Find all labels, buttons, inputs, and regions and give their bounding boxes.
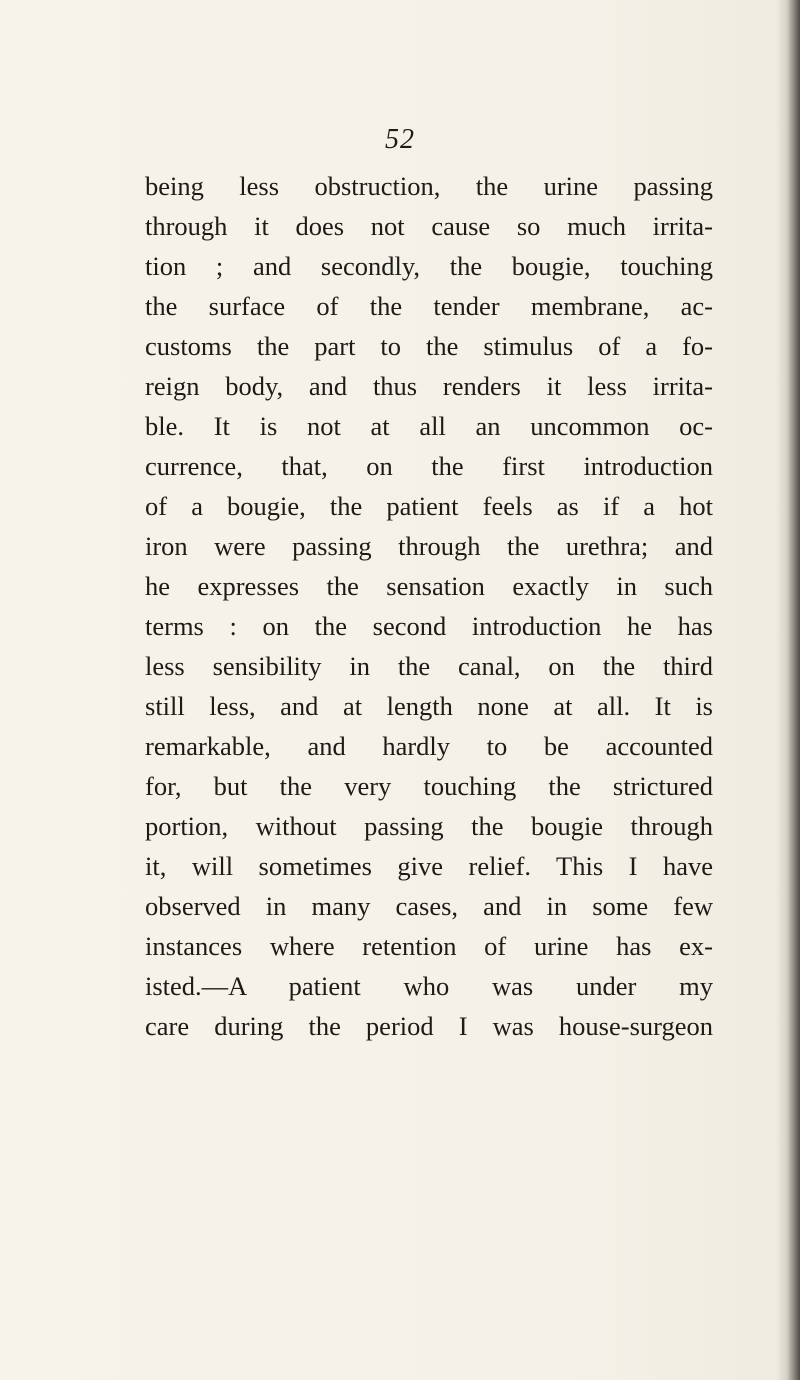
text-line: instances where retention of urine has ex- (145, 931, 713, 961)
text-line: through it does not cause so much irrita- (145, 211, 713, 241)
text-line: he expresses the sensation exactly in such (145, 571, 713, 601)
text-line: observed in many cases, and in some few (145, 891, 713, 921)
text-line: reign body, and thus renders it less irrita- (145, 371, 713, 401)
text-line: less sensibility in the canal, on the third (145, 651, 713, 681)
text-line: currence, that, on the first introduction (145, 451, 713, 481)
text-line: still less, and at length none at all. It is (145, 691, 713, 721)
text-line: terms : on the second introduction he has (145, 611, 713, 641)
text-line: iron were passing through the urethra; and (145, 531, 713, 561)
page-edge-shadow (776, 0, 800, 1380)
text-line: for, but the very touching the strictured (145, 771, 713, 801)
text-line: the surface of the tender membrane, ac- (145, 291, 713, 321)
text-line: of a bougie, the patient feels as if a hot (145, 491, 713, 521)
text-line: remarkable, and hardly to be accounted (145, 731, 713, 761)
body-text (145, 166, 713, 1046)
text-line: customs the part to the stimulus of a fo- (145, 331, 713, 361)
text-line: portion, without passing the bougie through (145, 811, 713, 841)
text-line: ble. It is not at all an uncommon oc- (145, 411, 713, 441)
text-line: tion ; and secondly, the bougie, touching (145, 251, 713, 281)
text-line: it, will sometimes give relief. This I have (145, 851, 713, 881)
text-line: being less obstruction, the urine passing (145, 171, 713, 201)
page-number: 52 (385, 124, 415, 155)
text-line: isted.—A patient who was under my (145, 971, 713, 1001)
text-line: care during the period I was house-surgeon (145, 1011, 713, 1041)
